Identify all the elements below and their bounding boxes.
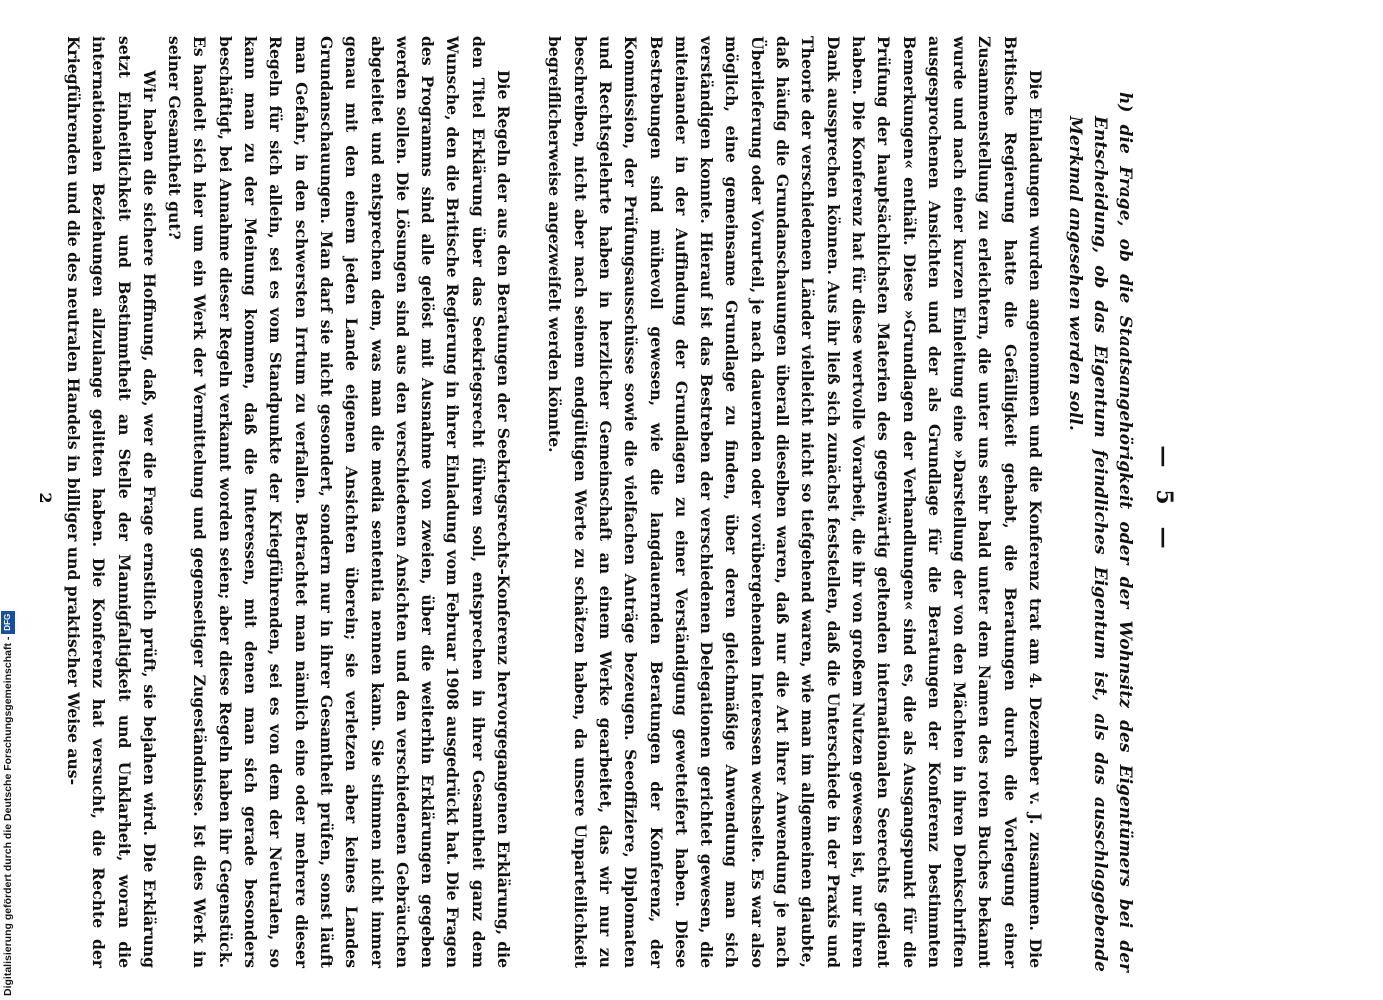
dash-right: — [1151, 526, 1177, 551]
paragraph-1: Die Einladungen wurden angenommen und die Konferenz trat am 4. Dezember v. J. zusammen. Die Britische Regierung hatte die Gefälligkeit gehabt, die Beratungen durch die Vorlegung einer Zusammenstellung zu erleichtern, die unter uns sehr bald unter dem Namen des roten Buches bekannt wurde und nach einer kurzen Einleitung eine »Darstellung der von den Mächten in ihren Denkschriften ausgesprochenen Ansichten und der als Grundlage für die Beratungen der Konferenz bestimmten Bemerkungen« enthält. Diese »Grundlagen der Verhandlungen« sind es, die als Ausgangspunkt für die Prüfung der hauptsächlichsten Materien des gegenwärtig geltenden internationalen Seerechts gedient haben. Die Konferenz hat für diese wertvolle Vorarbeit, die ihr von großem Nutzen gewesen ist, nur ihren Dank aussprechen können. Aus ihr ließ sich zunächst feststellen, daß die Unterschiede in der Praxis und Theorie der verschiedenen Länder vielleicht nicht so tiefgehend waren, wie man im allgemeinen glaubte, daß häufig die Grundanschauungen überall dieselben waren, daß nur die Art ihrer Anwendung je nach Überlieferung oder Vorurteil, je nach dauernden oder vorübergehenden Interessen wechselte. Es war also möglich, eine gemeinsame Grundlage zu finden, über deren gleichmäßige Anwendung man sich verständigen konnte. Hierauf ist das Bestreben der verschiedenen Delegationen gerichtet gewesen, die miteinander in der Auffindung der Grundlagen zu einer Verständigung gewetteifert haben. Diese Bestrebungen sind mühevoll gewesen, wie die langdauernden Beratungen der Konferenz, der Kommission, der Prüfungsausschüsse sowie die vielfachen Anträge bezeugen. Seeoffiziere, Diplomaten und Rechtsgelehrte haben in herzlicher Gemeinschaft an einem Werke gearbeitet, das wir nur zu beschreiben, nicht aber nach seinem endgültigen Werte zu schätzen haben, da unsere Unparteilichkeit begreiflicherweise angezweifelt werden könnte. [545, 36, 1045, 968]
dfg-logo-icon: DFG [1, 611, 15, 634]
page-content [35, 18, 1185, 978]
paragraph-3: Wir haben die sichere Hoffnung, daß, wer die Frage ernstlich prüft, sie bejahen wird. Die Erklärung setzt Einheitlichkeit und Bestimmtheit an Stelle der Mannigfaltigkeit und Unklarheit, woran die internationalen Beziehungen allzulange gelitten haben. Die Konferenz hat versucht, die Rechte der Kriegführenden und die des neutralen Handels in billiger und praktischer Weise aus- [64, 36, 159, 968]
paragraph-gap [516, 18, 542, 978]
section-heading: h) die Frage, ob die Staatsangehörigkeit oder der Wohnsitz des Eigentümers bei der Entscheidung, ob das Eigentum feindliches Eigentum ist, als das ausschlaggebende Merkmal angesehen werden soll. [1065, 92, 1135, 972]
credit-line [0, 604, 16, 996]
dash-left: — [1151, 445, 1177, 470]
signature-mark: 2 [35, 492, 55, 504]
page-number: 5 [1151, 489, 1177, 507]
credit-text: Digitalisierung gefördert durch die Deutsche Forschungsgemeinschaft - [2, 636, 14, 996]
paragraph-2: Die Regeln der aus den Beratungen der Seekriegsrechts-Konferenz hervorgegangenen Erklärung, die den Titel Erklärung über das Seekriegsrecht führen soll, entsprechen in ihrer Gesamtheit ganz dem Wunsche, den die Britische Regierung in ihrer Einladung vom Februar 1908 ausgedrückt hat. Die Fragen des Programms sind alle gelöst mit Ausnahme von zweien, über die weiterhin Erklärungen gegeben werden sollen. Die Lösungen sind aus den verschiedenen Ansichten und den verschiedenen Gebräuchen abgeleitet und entsprechen dem, was man die media sententia nennen kann. Sie stimmen nicht immer genau mit den einem jeden Lande eigenen Ansichten überein; sie verletzen aber keines Landes Grundanschauungen. Man darf sie nicht gesondert, sondern nur in ihrer Gesamtheit prüfen, sonst läuft man Gefahr, in den schwersten Irrtum zu verfallen. Betrachtet man nämlich eine oder mehrere dieser Regeln für sich allein, sei es vom Standpunkte der Kriegführenden, sei es von dem der Neutralen, so kann man zu der Meinung kommen, daß die Interessen, mit denen man sich gerade besonders beschäftigt, bei Annahme dieser Regeln verkannt worden seien; aber diese Regeln haben ihr Gegenstück. Es handelt sich hier um ein Werk der Vermittelung und gegenseitiger Zugeständnisse. Ist dies Werk in seiner Gesamtheit gut? [165, 36, 514, 968]
page-number-line [1151, 18, 1177, 978]
rotated-page [35, 18, 1185, 978]
digitization-credit [0, 604, 16, 996]
